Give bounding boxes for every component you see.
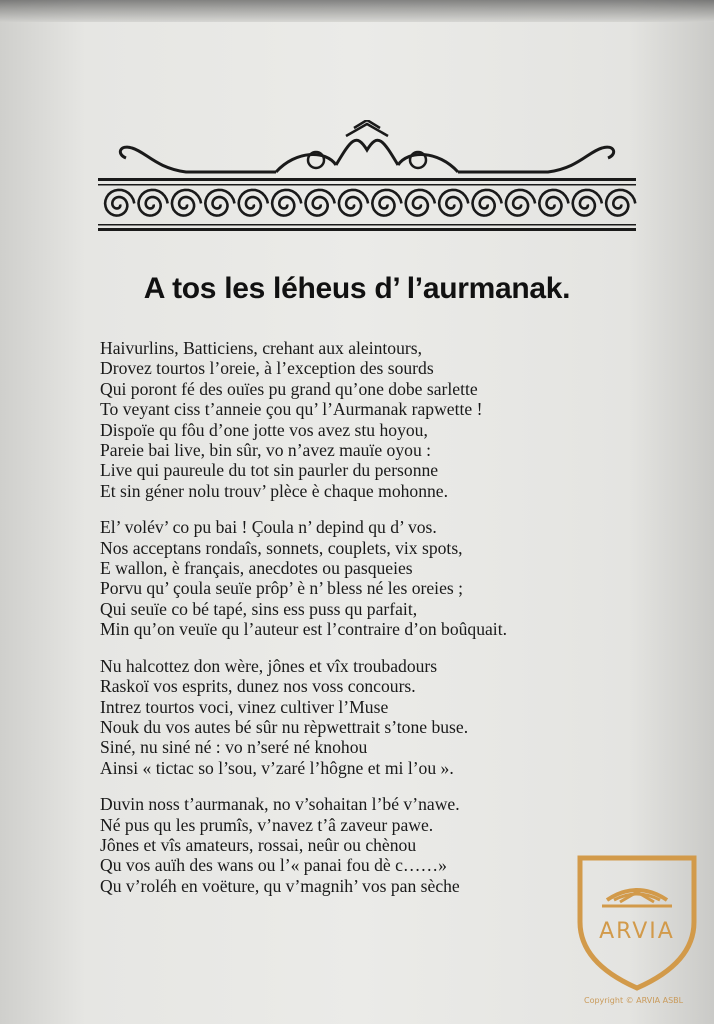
ornamental-header [96, 120, 638, 232]
spiral-motif [573, 190, 602, 216]
poem-line: Ainsi « tictac so l’sou, v’zaré l’hôgne et mi l’ou ». [100, 757, 454, 778]
stanza-3 [100, 656, 660, 778]
poem-line: Pareie bai live, bin sûr, vo n’avez mauïe oyou : [100, 440, 432, 461]
poem-line: Qui seuïe co bé tapé, sins ess puss qu parfait, [100, 598, 418, 619]
spiral-motif [439, 190, 468, 216]
spiral-motif [205, 190, 234, 216]
poem-line: Live qui paureule du tot sin paurler du personne [100, 460, 439, 481]
poem-line: El’ volév’ co pu bai ! Çoula n’ depind qu d’ vos. [100, 517, 437, 538]
poem-line: To veyant ciss t’anneie çou qu’ l’Aurmanak rapwette ! [100, 399, 483, 420]
poem-line: Jônes et vîs amateurs, rossai, neûr ou chènou [100, 834, 417, 855]
poem-line: Nos acceptans rondaîs, sonnets, couplets, vix spots, [100, 537, 463, 558]
poem-line: Raskoï vos esprits, dunez nos voss concours. [100, 676, 416, 697]
spiral-motif [539, 190, 568, 216]
poem-line: Qu v’roléh en voëture, qu v’magnih’ vos pan sèche [100, 875, 460, 896]
poem-line: Et sin géner nolu trouv’ plèce è chaque mohonne. [100, 480, 449, 501]
poem-line: Dispoïe qu fôu d’one jotte vos avez stu hoyou, [100, 419, 428, 440]
poem-line: Qu vos auïh des wans ou l’« panai fou dè c……» [100, 855, 447, 876]
poem-line: Intrez tourtos voci, vinez cultiver l’Muse [100, 696, 389, 717]
spiral-motif [606, 190, 635, 216]
page-title: A tos les léheus d’ l’aurmanak. [143, 272, 571, 305]
spiral-motif [105, 190, 134, 216]
spiral-motif [239, 190, 268, 216]
spiral-motif [139, 190, 168, 216]
spiral-motif [272, 190, 301, 216]
spiral-motif [172, 190, 201, 216]
poem-body [100, 338, 660, 912]
poem-line: Min qu’on veuïe qu l’auteur est l’contraire d’on boûquait. [100, 619, 507, 640]
poem-line: Nu halcottez don wère, jônes et vîx troubadours [100, 655, 438, 676]
poem-line: E wallon, è français, anecdotes ou pasqueies [100, 558, 413, 579]
spiral-motif [473, 190, 502, 216]
spiral-motif [339, 190, 368, 216]
spiral-motif [372, 190, 401, 216]
stanza-2 [100, 517, 660, 639]
spiral-motif [406, 190, 435, 216]
poem-line: Nouk du vos autes bé sûr nu rèpwettrait s’tone buse. [100, 716, 469, 737]
poem-line: Drovez tourtos l’oreie, à l’exception des sourds [100, 358, 434, 379]
poem-line: Duvin noss t’aurmanak, no v’sohaitan l’bé v’nawe. [100, 794, 460, 815]
poem-line: Qui poront fé des ouïes pu grand qu’one dobe sarlette [100, 378, 478, 399]
poem-line: Né pus qu les prumîs, v’navez t’â zaveur pawe. [100, 814, 434, 835]
spiral-motif [506, 190, 535, 216]
poem-line: Porvu qu’ çoula seuïe prôp’ è n’ bless né les oreies ; [100, 578, 464, 599]
stanza-1 [100, 338, 660, 501]
scan-edge [0, 0, 714, 22]
poem-line: Siné, nu siné né : vo n’seré né knohou [100, 737, 368, 758]
poem-line: Haivurlins, Batticiens, crehant aux aleintours, [100, 338, 422, 358]
spiral-motif [306, 190, 335, 216]
copyright-notice: Copyright © ARVIA ASBL [584, 996, 684, 1005]
logo-text: ARVIA [599, 919, 675, 944]
arvia-logo [572, 852, 702, 992]
